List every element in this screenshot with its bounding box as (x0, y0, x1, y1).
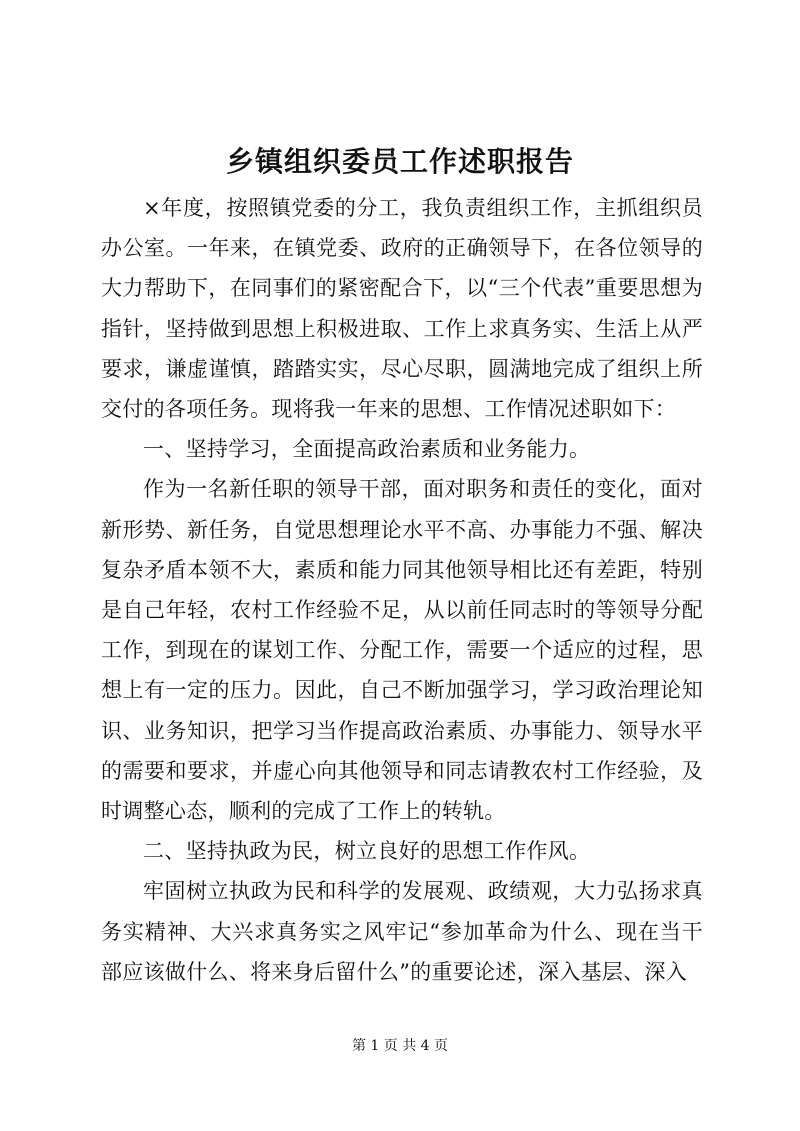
section-heading-1: 一、坚持学习，全面提高政治素质和业务能力。 (143, 437, 591, 462)
document-body (101, 188, 703, 992)
document-title: 乡镇组织委员工作述职报告 (225, 145, 574, 178)
paragraph-section-2: 牢固树立执政为民和科学的发展观、政绩观，大力弘扬求真务实精神、大兴求真务实之风牢记“参加革命为什么、现在当干部应该做什么、将来身后留什么”的重要论述，深入基层、深入 (101, 879, 703, 984)
section-heading-2: 二、坚持执政为民，树立良好的思想工作作风。 (143, 839, 591, 864)
page-footer: 第 1 页 共 4 页 (351, 1038, 449, 1054)
paragraph-section-1: 作为一名新任职的领导干部，面对职务和责任的变化，面对新形势、新任务，自觉思想理论水平不高、办事能力不强、解决复杂矛盾本领不大，素质和能力同其他领导相比还有差距，特别是自己年轻，农村工作经验不足，从以前任同志时的等领导分配工作，到现在的谋划工作、分配工作，需要一个适应的过程，思想上有一定的压力。因此，自己不断加强学习，学习政治理论知识、业务知识，把学习当作提高政治素质、办事能力、领导水平的需要和要求，并虚心向其他领导和同志请教农村工作经验，及时调整心态，顺利的完成了工作上的转轨。 (101, 477, 703, 824)
paragraph-intro: ×年度，按照镇党委的分工，我负责组织工作，主抓组织员办公室。一年来，在镇党委、政府的正确领导下，在各位领导的大力帮助下，在同事们的紧密配合下，以“三个代表”重要思想为指针，坚持做到思想上积极进取、工作上求真务实、生活上从严要求，谦虚谨慎，踏踏实实，尽心尽职，圆满地完成了组织上所交付的各项任务。现将我一年来的思想、工作情况述职如下： (101, 196, 703, 422)
